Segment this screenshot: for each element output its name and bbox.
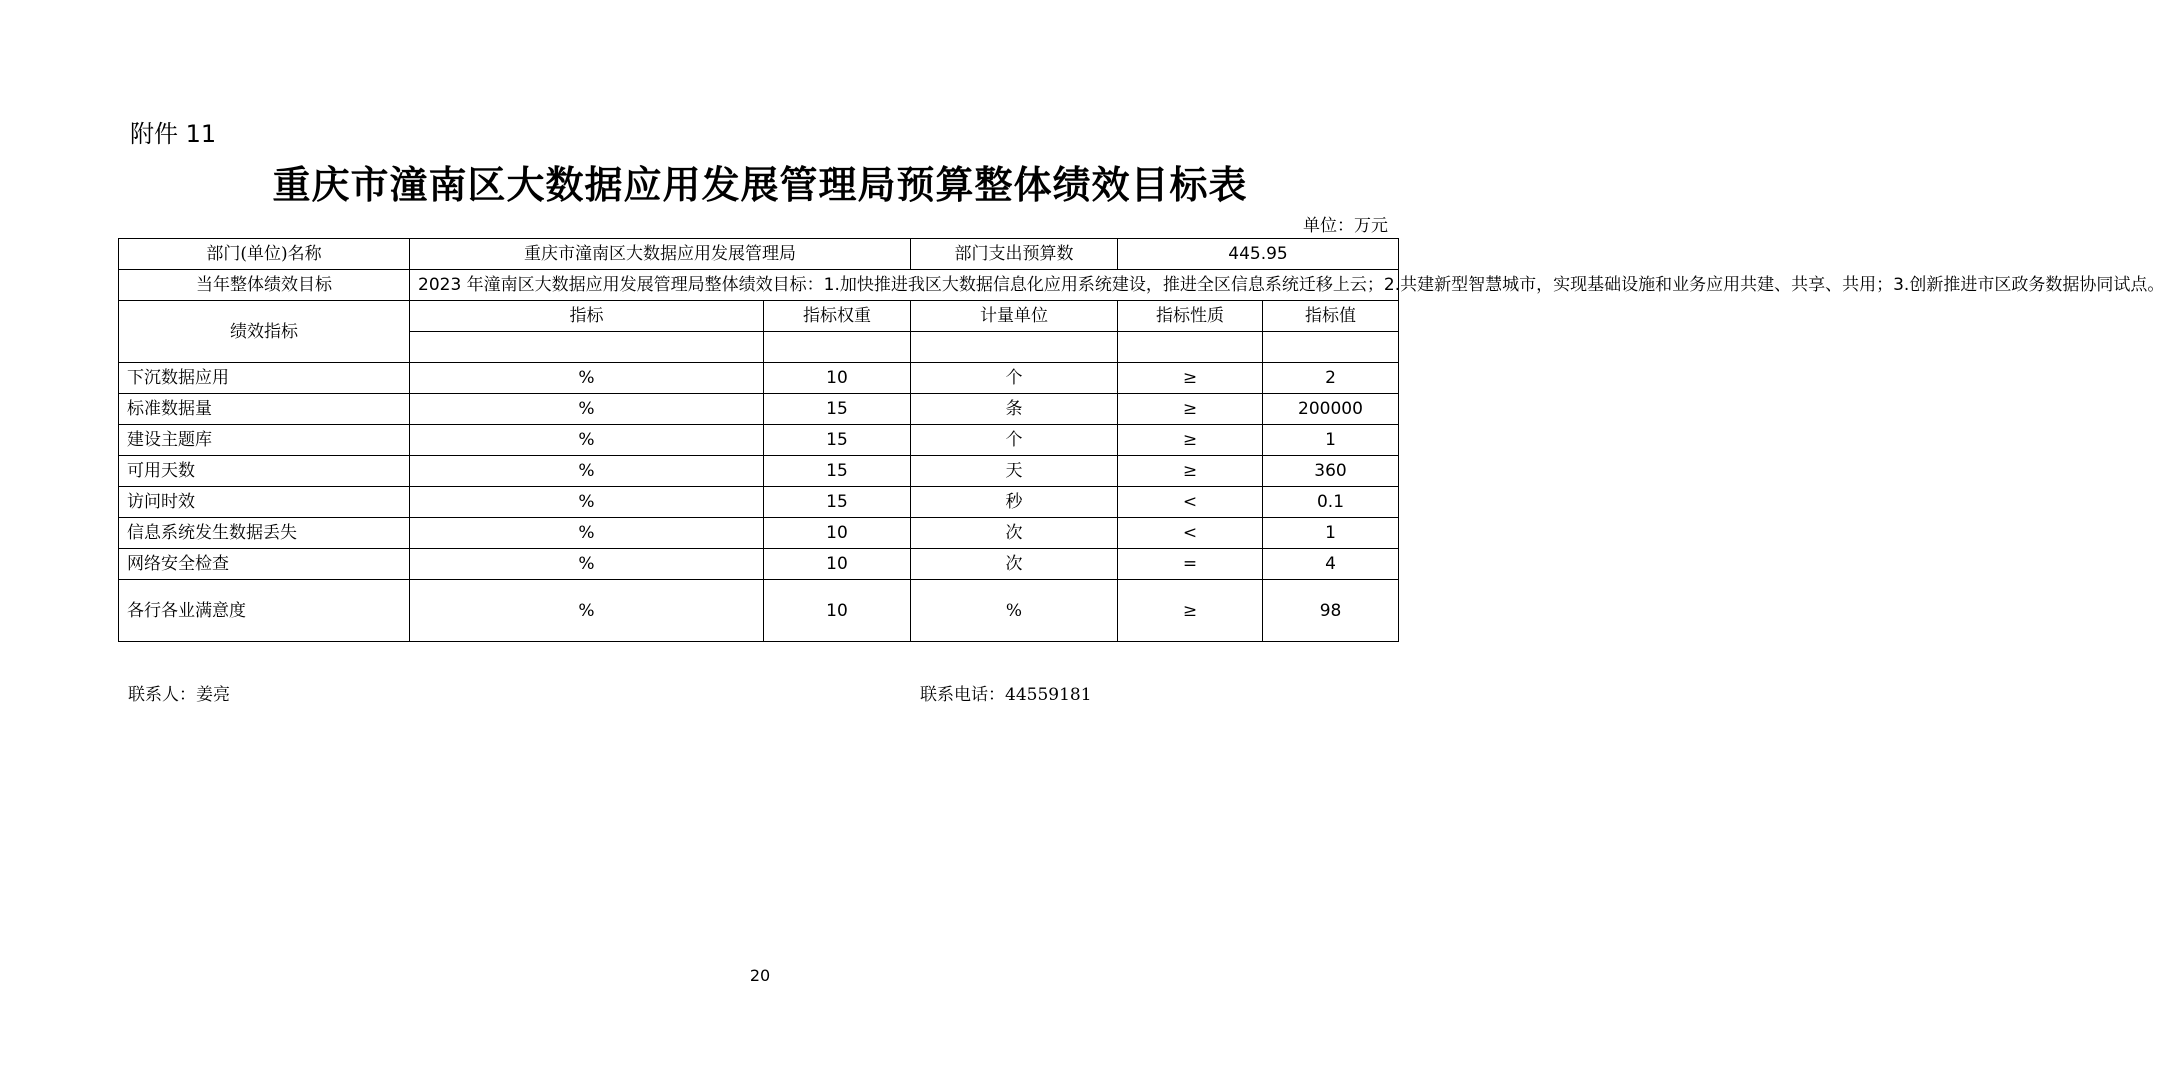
column-header: 指标 [410,301,764,332]
attachment-label: 附件 11 [130,120,217,148]
goal-label: 当年整体绩效目标 [119,270,410,301]
table-row [119,394,1399,425]
table-cell: % [911,580,1118,642]
table-cell: 秒 [911,487,1118,518]
dept-label: 部门(单位)名称 [119,239,410,270]
contact-person: 联系人：姜亮 [128,685,230,705]
table-cell: 个 [911,363,1118,394]
table-cell: < [1118,487,1263,518]
table-cell: % [410,394,764,425]
column-header: 指标性质 [1118,301,1263,332]
table-row [119,518,1399,549]
empty-cell [1118,332,1263,363]
contact-phone: 联系电话：44559181 [920,685,1092,705]
table-cell: 网络安全检查 [119,549,410,580]
table-cell: 标准数据量 [119,394,410,425]
table-cell: 10 [764,363,911,394]
empty-cell [410,332,764,363]
table-cell: 98 [1263,580,1399,642]
table-cell: 15 [764,394,911,425]
table-cell: ≥ [1118,394,1263,425]
unit-label: 单位：万元 [1303,216,1388,236]
empty-cell [911,332,1118,363]
table-cell: % [410,425,764,456]
page-title: 重庆市潼南区大数据应用发展管理局预算整体绩效目标表 [272,162,1248,207]
table-cell: % [410,363,764,394]
table-cell: ≥ [1118,580,1263,642]
column-header: 计量单位 [911,301,1118,332]
empty-cell [1263,332,1399,363]
table-cell: ≥ [1118,425,1263,456]
performance-table [118,238,2164,642]
table-cell: 建设主题库 [119,425,410,456]
table-cell: 个 [911,425,1118,456]
column-header: 指标权重 [764,301,911,332]
table-cell: 1 [1263,425,1399,456]
table-cell: 15 [764,456,911,487]
table-cell: 各行各业满意度 [119,580,410,642]
table-cell: 15 [764,425,911,456]
page-number: 20 [749,966,771,985]
table-cell: % [410,549,764,580]
table-cell: ≥ [1118,456,1263,487]
table-cell: 访问时效 [119,487,410,518]
table-cell: 下沉数据应用 [119,363,410,394]
empty-cell [764,332,911,363]
table-cell: = [1118,549,1263,580]
table-cell: < [1118,518,1263,549]
table-cell: % [410,487,764,518]
header-row [119,239,1399,270]
dept-name: 重庆市潼南区大数据应用发展管理局 [410,239,911,270]
table-cell: 10 [764,549,911,580]
table-row [119,456,1399,487]
table-cell: 200000 [1263,394,1399,425]
table-row [119,549,1399,580]
indicator-header-row [119,301,1399,332]
budget-value: 445.95 [1118,239,1399,270]
table-row [119,580,1399,642]
table-cell: 10 [764,580,911,642]
table-cell: ≥ [1118,363,1263,394]
table-cell: % [410,456,764,487]
table-row [119,425,1399,456]
table-cell: 条 [911,394,1118,425]
table-row [119,487,1399,518]
goal-text: 2023 年潼南区大数据应用发展管理局整体绩效目标：1.加快推进我区大数据信息化应用系统建设，推进全区信息系统迁移上云；2.共建新型智慧城市，实现基础设施和业务应用共建、共享、共用；3.创新推进市区政务数据协同试点。 [410,270,1399,301]
table-cell: 信息系统发生数据丢失 [119,518,410,549]
table-cell: 0.1 [1263,487,1399,518]
table-cell: 次 [911,518,1118,549]
table-cell: 1 [1263,518,1399,549]
table-cell: 10 [764,518,911,549]
indicators-label: 绩效指标 [119,301,410,363]
table-cell: 360 [1263,456,1399,487]
goal-row [119,270,1399,301]
table-cell: 次 [911,549,1118,580]
table-cell: % [410,580,764,642]
table-cell: 4 [1263,549,1399,580]
table-cell: 天 [911,456,1118,487]
table-cell: 2 [1263,363,1399,394]
budget-label: 部门支出预算数 [911,239,1118,270]
table-cell: 15 [764,487,911,518]
table-row [119,363,1399,394]
table-cell: 可用天数 [119,456,410,487]
column-header: 指标值 [1263,301,1399,332]
table-cell: % [410,518,764,549]
